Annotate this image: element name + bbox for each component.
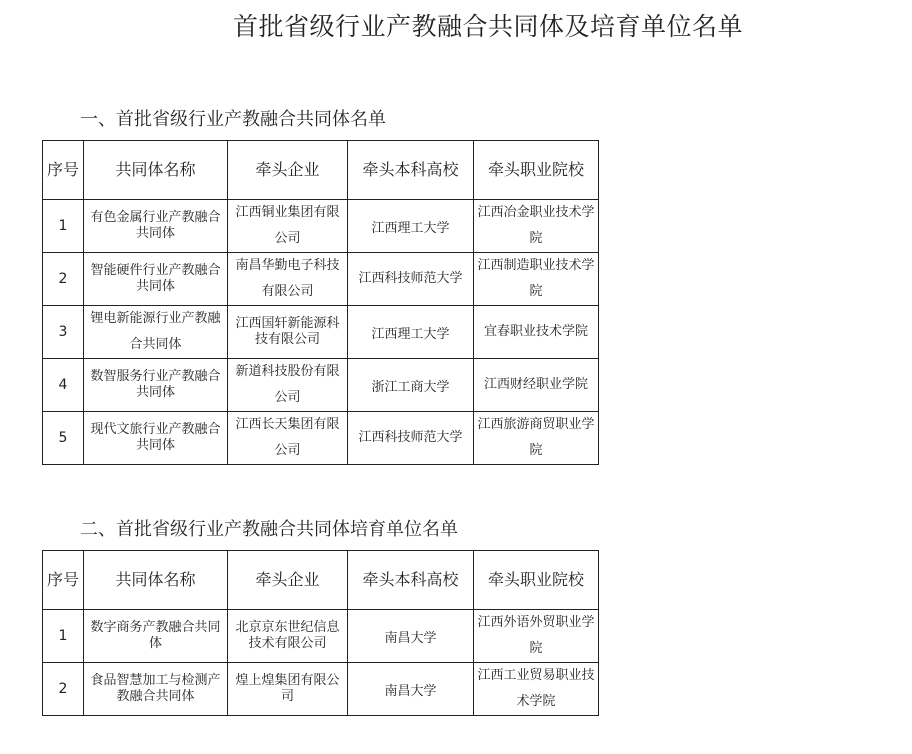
header-name: 共同体名称 [84, 551, 228, 610]
row-no: 5 [43, 412, 84, 465]
community-name: 智能硬件行业产教融合共同体 [84, 253, 228, 306]
header-university: 牵头本科高校 [348, 551, 474, 610]
lead-enterprise: 江西长天集团有限公司 [228, 412, 348, 465]
header-name: 共同体名称 [84, 141, 228, 200]
section-heading-1: 一、首批省级行业产教融合共同体名单 [80, 109, 386, 130]
lead-vocational: 江西外语外贸职业学院 [474, 610, 599, 663]
lead-enterprise: 新道科技股份有限公司 [228, 359, 348, 412]
lead-vocational: 江西财经职业学院 [474, 359, 599, 412]
lead-university: 江西科技师范大学 [348, 412, 474, 465]
incubation-table [42, 550, 599, 716]
header-vocational: 牵头职业院校 [474, 141, 599, 200]
lead-enterprise: 江西国轩新能源科技有限公司 [228, 306, 348, 359]
table-row [43, 306, 599, 359]
table-header-row [43, 141, 599, 200]
lead-university: 江西科技师范大学 [348, 253, 474, 306]
lead-university: 南昌大学 [348, 663, 474, 716]
community-name: 现代文旅行业产教融合共同体 [84, 412, 228, 465]
header-university: 牵头本科高校 [348, 141, 474, 200]
row-no: 4 [43, 359, 84, 412]
lead-vocational: 江西制造职业技术学院 [474, 253, 599, 306]
lead-enterprise: 南昌华勤电子科技有限公司 [228, 253, 348, 306]
community-name: 有色金属行业产教融合共同体 [84, 200, 228, 253]
lead-enterprise: 北京京东世纪信息技术有限公司 [228, 610, 348, 663]
row-no: 1 [43, 610, 84, 663]
row-no: 2 [43, 663, 84, 716]
lead-vocational: 江西冶金职业技术学院 [474, 200, 599, 253]
table-row [43, 610, 599, 663]
community-name: 锂电新能源行业产教融合共同体 [84, 306, 228, 359]
lead-enterprise: 煌上煌集团有限公司 [228, 663, 348, 716]
header-enterprise: 牵头企业 [228, 141, 348, 200]
lead-vocational: 宜春职业技术学院 [474, 306, 599, 359]
lead-enterprise: 江西铜业集团有限公司 [228, 200, 348, 253]
header-no: 序号 [43, 551, 84, 610]
table-row [43, 200, 599, 253]
row-no: 3 [43, 306, 84, 359]
section-heading-2: 二、首批省级行业产教融合共同体培育单位名单 [80, 519, 458, 540]
row-no: 1 [43, 200, 84, 253]
header-no: 序号 [43, 141, 84, 200]
lead-university: 浙江工商大学 [348, 359, 474, 412]
community-name: 食品智慧加工与检测产教融合共同体 [84, 663, 228, 716]
table-row [43, 359, 599, 412]
community-name: 数智服务行业产教融合共同体 [84, 359, 228, 412]
page-title: 首批省级行业产教融合共同体及培育单位名单 [232, 12, 743, 41]
table-row [43, 663, 599, 716]
lead-vocational: 江西旅游商贸职业学院 [474, 412, 599, 465]
table-header-row [43, 551, 599, 610]
row-no: 2 [43, 253, 84, 306]
header-vocational: 牵头职业院校 [474, 551, 599, 610]
community-name: 数字商务产教融合共同体 [84, 610, 228, 663]
header-enterprise: 牵头企业 [228, 551, 348, 610]
lead-university: 江西理工大学 [348, 306, 474, 359]
lead-university: 南昌大学 [348, 610, 474, 663]
lead-university: 江西理工大学 [348, 200, 474, 253]
community-table [42, 140, 599, 465]
table-row [43, 253, 599, 306]
lead-vocational: 江西工业贸易职业技术学院 [474, 663, 599, 716]
table-row [43, 412, 599, 465]
